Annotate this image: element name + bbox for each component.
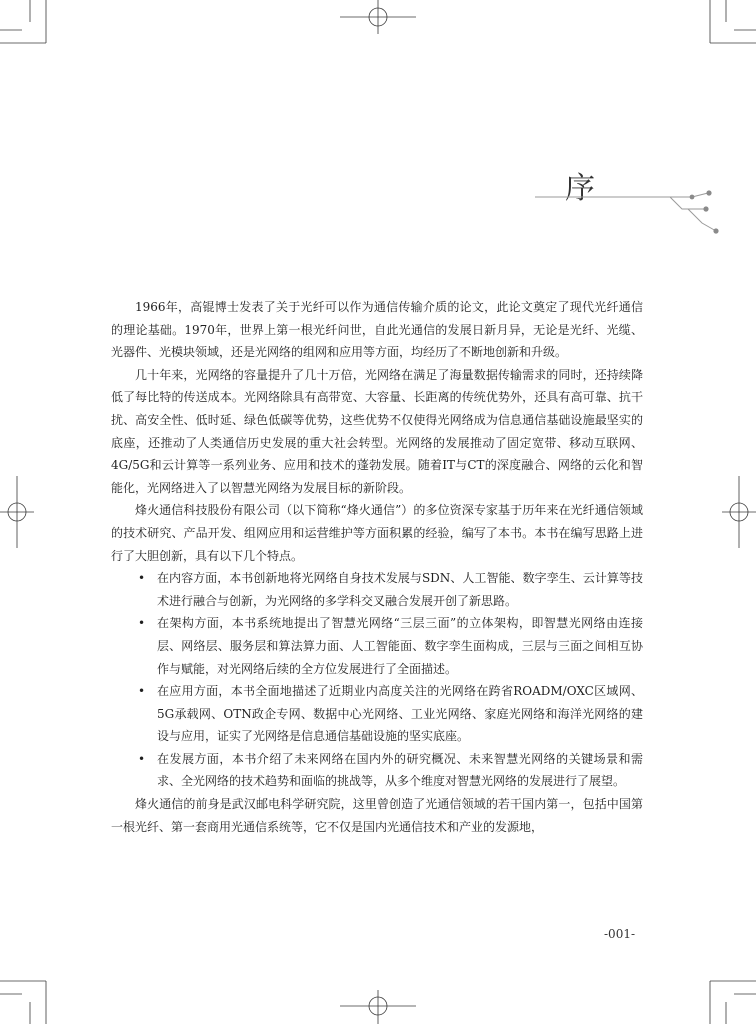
list-item: • 在发展方面，本书介绍了未来网络在国内外的研究概况、未来智慧光网络的关键场景和需求、全光网络的技术趋势和面临的挑战等，从多个维度对智慧光网络的发展进行了展望。 [111, 748, 643, 793]
bullet-icon: • [138, 571, 146, 586]
list-item: • 在架构方面，本书系统地提出了智慧光网络“三层三面”的立体架构，即智慧光网络由连接层、网络层、服务层和算法算力面、人工智能面、数字孪生面构成，三层与三面之间相互协作与赋能，对光网络后续的全方位发展进行了全面描述。 [111, 612, 643, 680]
preface-body [111, 296, 643, 838]
bullet-icon: • [138, 684, 146, 699]
feature-list [111, 567, 643, 793]
circuit-line-decoration [520, 185, 720, 245]
list-item: • 在应用方面，本书全面地描述了近期业内高度关注的光网络在跨省ROADM/OXC区域网、5G承载网、OTN政企专网、数据中心光网络、工业光网络、家庭光网络和海洋光网络的建设与应用，证实了光网络是信息通信基础设施的坚实底座。 [111, 680, 643, 748]
paragraph-closing: 烽火通信的前身是武汉邮电科学研究院，这里曾创造了光通信领域的若干国内第一，包括中国第一根光纤、第一套商用光通信系统等，它不仅是国内光通信技术和产业的发源地， [111, 797, 643, 834]
bullet-icon: • [138, 616, 146, 631]
list-item: • 在内容方面，本书创新地将光网络自身技术发展与SDN、人工智能、数字孪生、云计算等技术进行融合与创新，为光网络的多学科交叉融合发展开创了新思路。 [111, 567, 643, 612]
page-number: -001- [604, 927, 636, 941]
paragraph-3: 烽火通信科技股份有限公司（以下简称“烽火通信”）的多位资深专家基于历年来在光纤通信领域的技术研究、产品开发、组网应用和运营维护等方面积累的经验，编写了本书。本书在编写思路上进行了大胆创新，具有以下几个特点。 [111, 503, 643, 563]
bullet-icon: • [138, 751, 146, 766]
chapter-title: 序 [565, 171, 596, 206]
paragraph-2: 几十年来，光网络的容量提升了几十万倍，光网络在满足了海量数据传输需求的同时，还持续降低了每比特的传送成本。光网络除具有高带宽、大容量、长距离的传统优势外，还具有高可靠、抗干扰、高安全性、低时延、绿色低碳等优势，这些优势不仅使得光网络成为信息通信基础设施最坚实的底座，还推动了人类通信历史发展的重大社会转型。光网络的发展推动了固定宽带、移动互联网、4G/5G和云计算等一系列业务、应用和技术的蓬勃发展。随着IT与CT的深度融合、网络的云化和智能化，光网络进入了以智慧光网络为发展目标的新阶段。 [111, 367, 643, 495]
paragraph-1: 1966年，高锟博士发表了关于光纤可以作为通信传输介质的论文，此论文奠定了现代光纤通信的理论基础。1970年，世界上第一根光纤问世，自此光通信的发展日新月异，无论是光纤、光缆、光器件、光模块领域，还是光网络的组网和应用等方面，均经历了不断地创新和升级。 [111, 300, 643, 360]
